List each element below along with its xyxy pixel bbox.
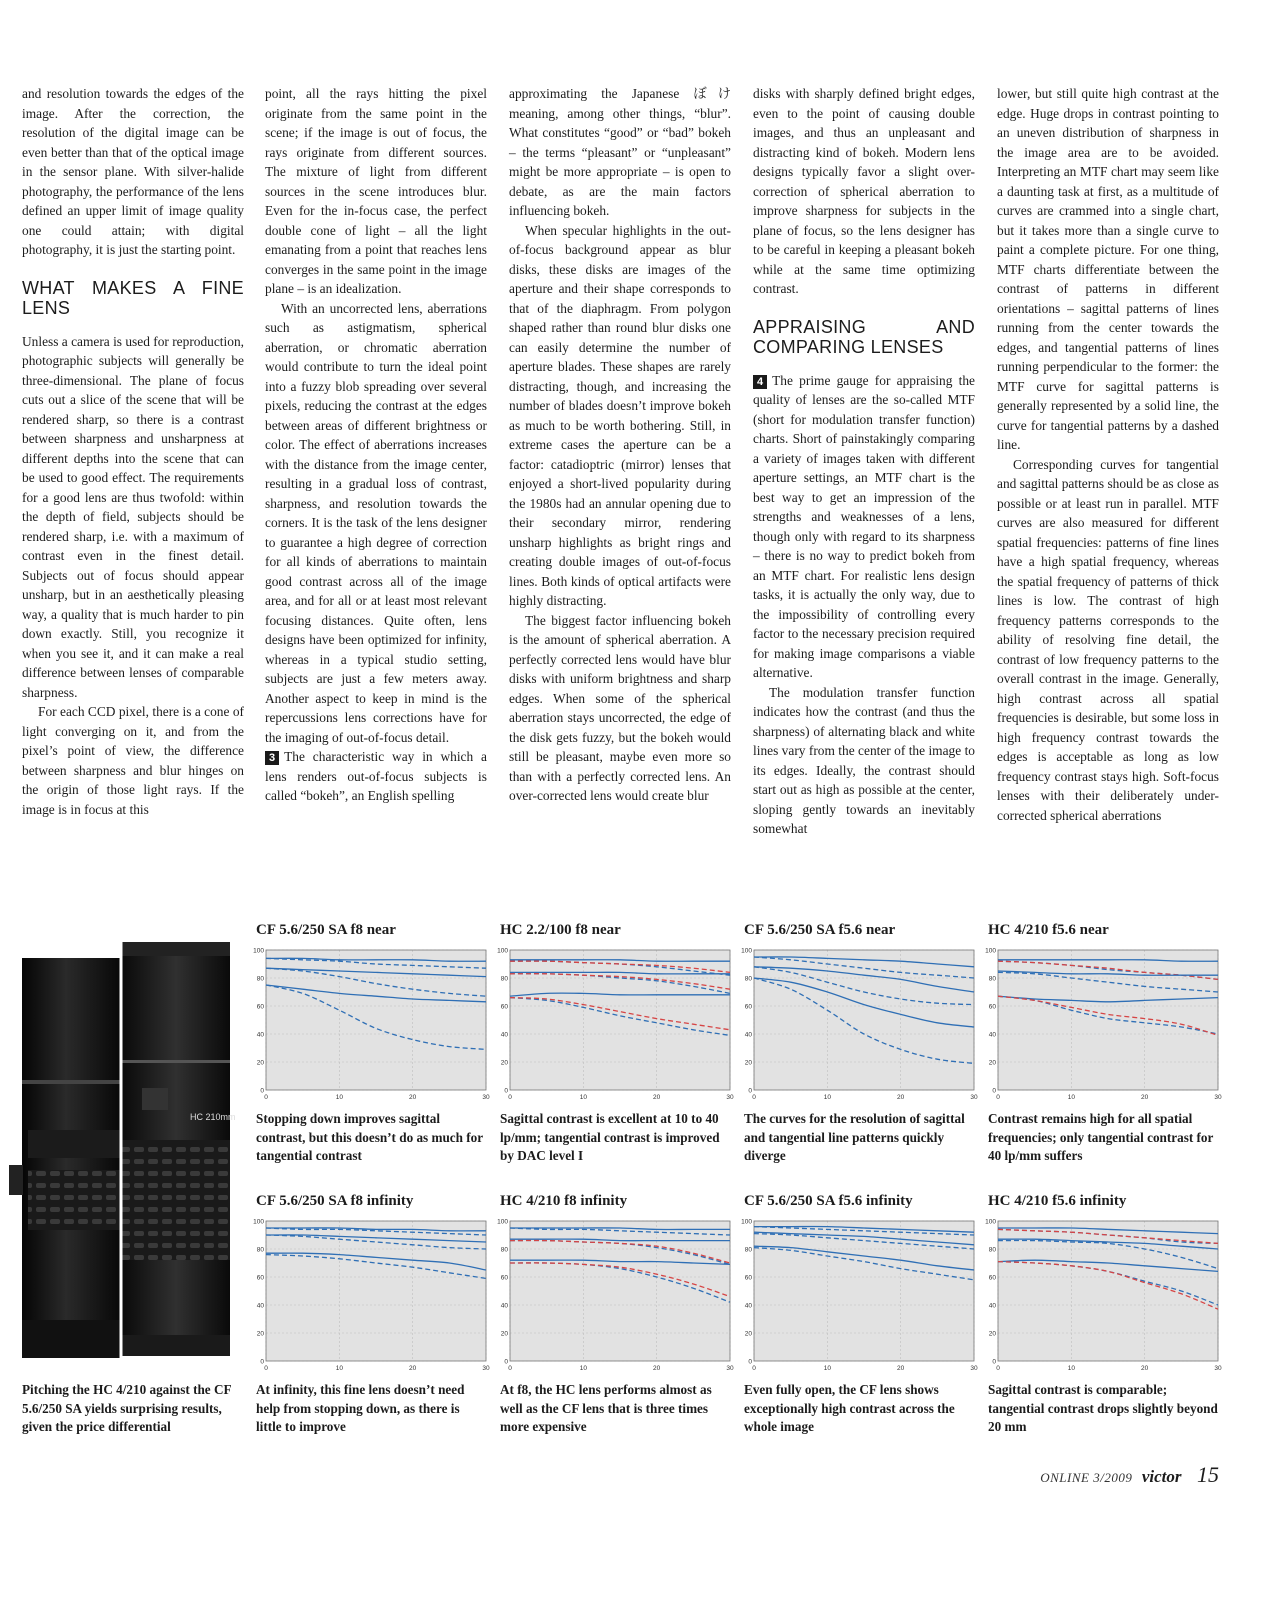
mtf-chart [985,1191,1224,1437]
y-tick-label: 40 [256,1031,264,1039]
y-tick-label: 80 [744,1246,752,1254]
mtf-chart [253,920,492,1166]
x-tick-label: 20 [1141,1094,1149,1101]
chart-title: CF 5.6/250 SA f5.6 near [744,922,896,938]
x-tick-label: 30 [970,1094,978,1101]
chart-caption: Sagittal contrast is excellent at 10 to 40 lp/mm; tangential contrast is improved by DAC level I [500,1111,720,1163]
y-tick-label: 0 [992,1087,996,1095]
paragraph [509,611,731,806]
plot-area [754,950,974,1090]
y-tick-label: 20 [744,1330,752,1338]
y-tick-label: 100 [741,1218,752,1226]
paragraph-text: The modulation transfer function indicates how the contrast (and thus the sharpness) of alternating black and white lines vary from the center of the image to its edges. Ideally, the contrast should start out as high as possible at the center, sloping gently towards an inevitably somewhat [753,684,975,836]
y-tick-label: 100 [253,947,264,955]
x-tick-label: 20 [653,1094,661,1101]
chart-title: HC 4/210 f5.6 near [988,922,1109,938]
x-tick-label: 10 [1067,1094,1075,1101]
y-tick-label: 60 [988,1003,996,1011]
chart-plot [253,942,492,1102]
y-tick-label: 60 [500,1003,508,1011]
chart-title: HC 2.2/100 f8 near [500,922,621,938]
x-tick-label: 10 [823,1365,831,1372]
y-tick-label: 60 [744,1274,752,1282]
y-tick-label: 80 [744,975,752,983]
x-tick-label: 0 [264,1094,268,1101]
x-tick-label: 20 [1141,1365,1149,1372]
x-tick-label: 20 [653,1365,661,1372]
y-tick-label: 20 [988,1059,996,1067]
x-tick-label: 30 [726,1365,734,1372]
x-tick-label: 10 [335,1094,343,1101]
y-tick-label: 60 [256,1003,264,1011]
chart-caption: Sagittal contrast is comparable; tangential contrast drops slightly beyond 20 mm [988,1382,1218,1434]
chart-caption: At infinity, this fine lens doesn’t need help from stopping down, as there is little to improve [256,1382,465,1434]
paragraph [753,683,975,839]
chart-title: CF 5.6/250 SA f8 infinity [256,1193,414,1209]
x-tick-label: 30 [482,1365,490,1372]
paragraph [22,84,244,260]
chart-plot [253,1213,492,1373]
text-column [22,84,244,819]
y-tick-label: 100 [253,1218,264,1226]
paragraph-text: approximating the Japanese ぼけ meaning, among other things, “blur”. What constitutes “good” or “bad” bokeh – the terms “pleasant” or “unpleasant” might be more appropriate – is open to debate, as are the main factors influencing bokeh. [509,86,731,218]
paragraph-text: With an uncorrected lens, aberrations such as astigmatism, spherical aberration, or chromatic aberration would contribute to turn the ideal point into a fuzzy blob spreading over several pixels, reducing the contrast at the edges between areas of different brightness or color. The effect of aberrations increases with the distance from the image center, resulting in a gradual loss of contrast, sharpness, and resolution towards the corners. It is the task of the lens designer to guarantee a high degree of correction for all kinds of aberrations to maintain good contrast across all of the image area, and for all or at least most relevant focusing distances. Quite often, lens designs have been optimized for infinity, whereas in a typical studio setting, subjects are just a few meters away. Another aspect to keep in mind is the repercussions lens corrections have for the imaging of out-of-focus detail. [265,300,487,745]
page-footer [1040,1462,1219,1488]
y-tick-label: 60 [988,1274,996,1282]
chart-plot [497,1213,736,1373]
photo-caption: Pitching the HC 4/210 against the CF 5.6/250 SA yields surprising results, given the price differential [22,1382,232,1434]
y-tick-label: 80 [988,975,996,983]
chart-plot [497,942,736,1102]
x-tick-label: 20 [409,1365,417,1372]
lens-label: HC 210mm [190,1112,236,1122]
paragraph-text: The biggest factor influencing bokeh is the amount of spherical aberration. A perfectly corrected lens would have blur disks with uniform brightness and sharp edges. When some of the spherical aberration stays uncorrected, the edge of the disk gets fuzzy, but the bokeh would still be pleasant, maybe even more so than with a perfectly corrected lens. An over-corrected lens would create blur [509,612,731,803]
paragraph-text: Corresponding curves for tangential and sagittal patterns should be as close as possible or at least run in parallel. MTF curves are also measured for different spatial frequencies: patterns of fine lines have a high spatial frequency, whereas the spatial frequency of patterns of thick lines is low. The contrast of high frequency patterns corresponds to the ability of resolving fine detail, the contrast of low frequency patterns to the overall contrast in the image. Generally, high contrast across all spatial frequencies is desirable, but some loss in high frequency contrast towards the edges is acceptable as long as low frequency contrast stays high. Soft-focus lenses with their deliberately under-corrected spherical aberrations [997,456,1220,823]
paragraph-text: When specular highlights in the out-of-focus background appear as blur disks, these disks are images of the aperture and their shape corresponds to that of the diaphragm. From polygon shaped rather than round blur disks one can easily determine the number of aperture blades. These shapes are rarely distracting, though, and increasing the number of blades doesn’t improve bokeh as much to be worth bothering. Still, in extreme cases the aperture can be a factor: catadioptric (mirror) lenses that enjoyed a short-lived popularity during the 1980s had an annular opening due to their secondary mirror, rendering unsharp highlights as bright rings and creating double images of out-of-focus lines. Both kinds of optical artifacts were highly distracting. [509,222,731,608]
x-tick-label: 30 [970,1365,978,1372]
paragraph [997,84,1219,455]
y-tick-label: 20 [256,1330,264,1338]
paragraph-text: and resolution towards the edges of the image. After the correction, the resolution of the digital image can be even better than that of the optical image in the sensor plane. With silver-halide photography, the performance of the lens defined an upper limit of image quality one could attain; with digital photography, it is just the starting point. [22,86,244,257]
x-tick-label: 0 [752,1094,756,1101]
x-tick-label: 10 [823,1094,831,1101]
y-tick-label: 60 [256,1274,264,1282]
paragraph [265,84,487,299]
chart-plot [985,942,1224,1102]
y-tick-label: 80 [500,975,508,983]
section-heading: APPRAISING AND COMPARING LENSES [753,316,975,357]
paragraph [265,299,487,748]
y-tick-label: 0 [504,1087,508,1095]
y-tick-label: 80 [256,1246,264,1254]
text-column [509,84,731,806]
mtf-chart [497,920,736,1166]
paragraph-text: disks with sharply defined bright edges, even to the point of causing double images, and thus an unpleasant and distracting kind of bokeh. Modern lens designs typically favor a slight over-correction of spherical aberration to improve sharpness for subjects in the plane of focus, so the lens designer has to be careful in keeping a pleasant bokeh while at the same time optimizing contrast. [753,86,975,296]
y-tick-label: 100 [741,947,752,955]
text-column [265,84,487,806]
paragraph [22,702,244,819]
chart-caption: Contrast remains high for all spatial frequencies; only tangential contrast for 40 lp/mm suffers [988,1111,1214,1163]
chart-caption: Stopping down improves sagittal contrast, but this doesn’t do as much for tangential contrast [256,1111,483,1163]
chart-plot [741,942,980,1102]
text-column [753,84,975,839]
mtf-chart [497,1191,736,1437]
y-tick-label: 0 [504,1358,508,1366]
chart-caption: At f8, the HC lens performs almost as well as the CF lens that is three times more expensive [500,1382,712,1434]
paragraph-text: For each CCD pixel, there is a cone of light converging on it, and from the pixel’s point of view, the difference between sharpness and blur hinges on the origin of those light rays. If the image is in focus at this [22,704,244,817]
magazine-issue: ONLINE 3/2009 [1040,1470,1133,1485]
y-tick-label: 20 [744,1059,752,1067]
y-tick-label: 0 [992,1358,996,1366]
x-tick-label: 30 [1214,1094,1222,1101]
x-tick-label: 20 [409,1094,417,1101]
y-tick-label: 0 [260,1358,264,1366]
paragraph [22,332,244,703]
chart-title: HC 4/210 f5.6 infinity [988,1193,1127,1209]
figure-number-badge: 3 [265,751,279,765]
y-tick-label: 0 [260,1087,264,1095]
x-tick-label: 30 [1214,1365,1222,1372]
y-tick-label: 100 [497,1218,508,1226]
y-tick-label: 40 [744,1031,752,1039]
paragraph-text: The characteristic way in which a lens renders out-of-focus subjects is called “bokeh”, an English spelling [265,749,487,803]
y-tick-label: 40 [500,1031,508,1039]
y-tick-label: 40 [988,1302,996,1310]
y-tick-label: 20 [500,1330,508,1338]
mtf-chart [741,1191,980,1437]
plot-area [998,950,1218,1090]
chart-caption: Even fully open, the CF lens shows exceptionally high contrast across the whole image [744,1382,955,1434]
y-tick-label: 80 [988,1246,996,1254]
paragraph [509,221,731,611]
y-tick-label: 80 [256,975,264,983]
chart-title: CF 5.6/250 SA f8 near [256,922,396,938]
paragraph [753,84,975,299]
paragraph-text: Unless a camera is used for reproduction, photographic subjects will generally be three-dimensional. The plane of focus cuts out a slice of the scene that will be rendered sharp, so there is a contrast between sharpness and unsharpness at different depths into the scene that can be used to good effect. The requirements for a good lens are thus twofold: within the depth of field, subjects should be rendered sharp, i.e. with a maximum of contrast even in the finest detail. Subjects out of focus should appear unsharp, but in an aesthetically pleasing way, a quality that is much harder to pin down exactly. Still, you recognize it when you see it, and it can make a real difference between lenses of comparable sharpness. [22,333,244,700]
y-tick-label: 0 [748,1087,752,1095]
lens-photo [6,940,246,1365]
y-tick-label: 40 [988,1031,996,1039]
chart-title: CF 5.6/250 SA f5.6 infinity [744,1193,913,1209]
paragraph-text: point, all the rays hitting the pixel originate from the same point in the scene; if the image is out of focus, the rays originate from different sources. The mixture of light from different sources in the scene introduces blur. Even for the in-focus case, the perfect double cone of light – all the light emanating from a point that reaches lens converges in the same point in the image plane – is an idealization. [265,86,487,296]
figure-number-badge: 4 [753,375,767,389]
paragraph [509,84,731,221]
y-tick-label: 60 [500,1274,508,1282]
x-tick-label: 10 [579,1365,587,1372]
y-tick-label: 40 [744,1302,752,1310]
mtf-chart [253,1191,492,1437]
x-tick-label: 0 [508,1365,512,1372]
chart-plot [985,1213,1224,1373]
chart-caption: The curves for the resolution of sagittal and tangential line patterns quickly diverge [744,1111,965,1163]
y-tick-label: 100 [985,947,996,955]
y-tick-label: 40 [256,1302,264,1310]
y-tick-label: 80 [500,1246,508,1254]
paragraph [997,455,1219,826]
x-tick-label: 0 [996,1365,1000,1372]
y-tick-label: 60 [744,1003,752,1011]
y-tick-label: 40 [500,1302,508,1310]
text-column [997,84,1219,825]
y-tick-label: 20 [988,1330,996,1338]
y-tick-label: 20 [256,1059,264,1067]
x-tick-label: 20 [897,1094,905,1101]
x-tick-label: 30 [726,1094,734,1101]
x-tick-label: 30 [482,1094,490,1101]
paragraph-text: lower, but still quite high contrast at the edge. Huge drops in contrast pointing to an uneven distribution of sharpness in the image area are to be avoided. Interpreting an MTF chart may seem like a daunting task at first, as a multitude of curves are crammed into a single chart, but it takes more than a single curve to paint a complete picture. For one thing, MTF charts differentiate between the contrast of patterns in different orientations – sagittal patterns of lines running from the center towards the edges, and tangential patterns of lines running perpendicular to the former: the MTF curve for sagittal patterns is generally represented by a solid line, the curve for tangential patterns by a dashed line. [997,86,1219,452]
x-tick-label: 20 [897,1365,905,1372]
page-number: 15 [1197,1462,1219,1487]
y-tick-label: 100 [985,1218,996,1226]
x-tick-label: 0 [996,1094,1000,1101]
y-tick-label: 20 [500,1059,508,1067]
chart-title: HC 4/210 f8 infinity [500,1193,628,1209]
y-tick-label: 0 [748,1358,752,1366]
x-tick-label: 0 [264,1365,268,1372]
x-tick-label: 10 [1067,1365,1075,1372]
mtf-chart [985,920,1224,1166]
plot-area [510,1221,730,1361]
paragraph [265,747,487,806]
plot-area [266,1221,486,1361]
x-tick-label: 0 [752,1365,756,1372]
section-heading: WHAT MAKES A FINE LENS [22,277,244,318]
x-tick-label: 10 [335,1365,343,1372]
paragraph [753,371,975,683]
magazine-brand: victor [1141,1467,1182,1486]
mtf-chart [741,920,980,1166]
paragraph-text: The prime gauge for appraising the quality of lenses are the so-called MTF (short for modulation transfer function) charts. Short of painstakingly comparing a variety of images taken with different aperture settings, an MTF chart is the best way to get an impression of the strengths and weaknesses of a lens, though only with regard to its sharpness – there is no way to predict bokeh from an MTF chart. For realistic lens design tasks, it is actually the only way, due to the impossibility of controlling every factor to the necessary precision required for making image comparisons a viable alternative. [753,372,975,680]
x-tick-label: 0 [508,1094,512,1101]
chart-plot [741,1213,980,1373]
y-tick-label: 100 [497,947,508,955]
x-tick-label: 10 [579,1094,587,1101]
